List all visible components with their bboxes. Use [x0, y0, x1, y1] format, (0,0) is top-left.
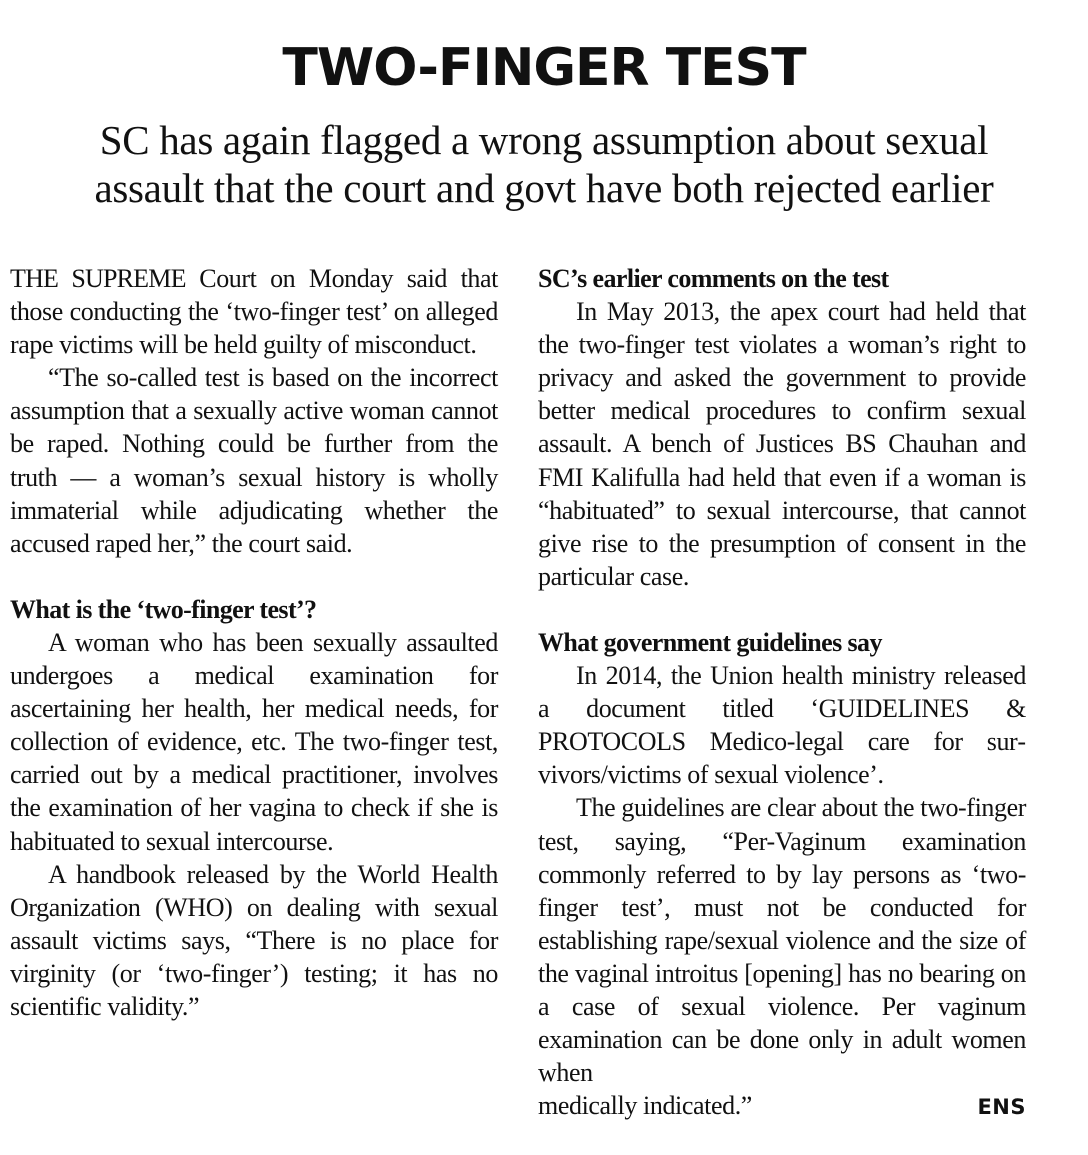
what-is-test-paragraph-2: A handbook released by the World Health Organization (WHO) on dealing with sexual assault victims says, “There is no place for virginity (or ‘two-finger’) testing; it has no scientific validity.”: [10, 859, 498, 1021]
intro-lead: THE SUPREME: [10, 264, 186, 293]
byline: ENS: [977, 1095, 1026, 1120]
deck-line-2: assault that the court and govt have both rejected earlier: [94, 165, 994, 211]
court-quote-paragraph: “The so-called test is based on the incorrect assumption that a sexually active woman cannot be raped. Nothing could be further from the truth — a woman’s sexual history is wholly immaterial while adjudicating whether the accused raped her,” the court said.: [10, 363, 498, 558]
headline: TWO-FINGER TEST: [282, 38, 806, 98]
deck: [12, 116, 1076, 212]
what-is-test-paragraph-1: A woman who has been sexually assaulted undergoes a medical examination for ascertaining her health, her medical needs, for collection of evidence, etc. The two-finger test, carried out by a medical practitioner, involves the examination of her vagina to check if she is habituated to sexual intercourse.: [10, 627, 498, 856]
subhead-government-guidelines: What government guidelines say: [538, 627, 882, 657]
intro-rest: Court on Monday said that those conducting the ‘two-finger test’ on alleged rape victims will be held guilty of misconduct.: [10, 264, 498, 360]
intro-paragraph: [10, 262, 498, 361]
guidelines-paragraph-2: The guidelines are clear about the two-finger test, saying, “Per-Vaginum examination commonly referred to by lay persons as ‘two-finger test’, must not be conducted for establishing rape/sexual violence and the size of the vaginal introitus [opening] has no bearing on a case of sexual violence. Per vaginum examination can be done only in adult women when: [538, 793, 1026, 1088]
guidelines-paragraph-1: In 2014, the Union health ministry released a document titled ‘GUIDELINES & PROTOCOLS Medico-legal care for survivors/victims of sexual violence’.: [538, 661, 1026, 790]
sc-earlier-comments-paragraph: In May 2013, the apex court had held that the two-finger test violates a woman’s right to privacy and asked the government to provide better medical procedures to confirm sexual assault. A bench of Justices BS Chauhan and FMI Kalifulla had held that even if a woman is “habituated” to sexual intercourse, that cannot give rise to the presumption of consent in the particular case.: [538, 297, 1026, 591]
closing-line: [538, 1089, 1026, 1124]
spacer: [538, 593, 1026, 626]
subhead-sc-earlier-comments: SC’s earlier comments on the test: [538, 264, 889, 293]
guidelines-paragraph-2-end: medically indicated.”: [538, 1091, 752, 1121]
left-column: [10, 262, 498, 1023]
right-column: [538, 262, 1026, 1124]
spacer: [10, 560, 498, 593]
subhead-what-is-test: What is the ‘two-finger test’?: [10, 594, 317, 624]
deck-line-1: SC has again flagged a wrong assumption about sexual: [99, 117, 989, 163]
